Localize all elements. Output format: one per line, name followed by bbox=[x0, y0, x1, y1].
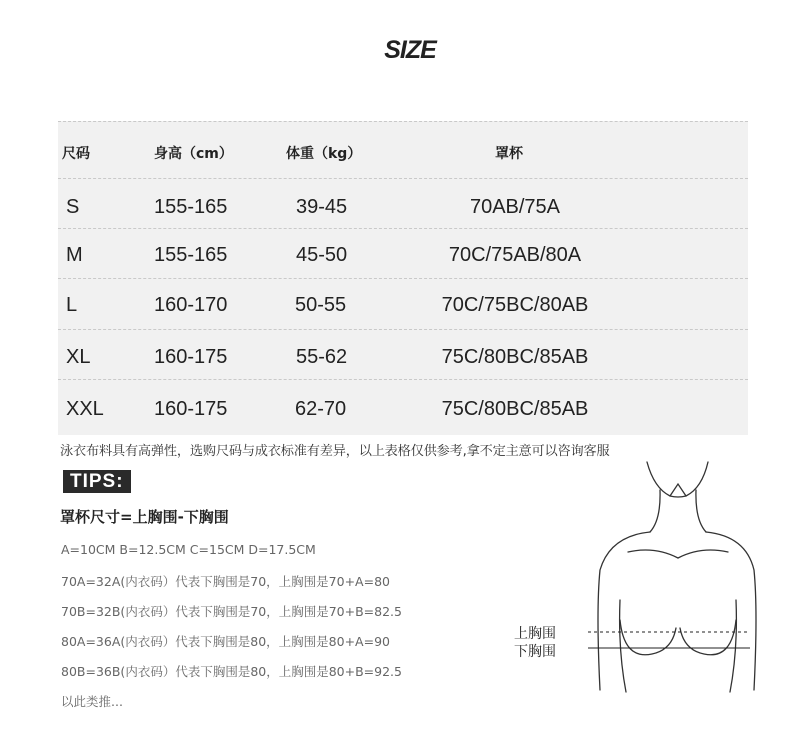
cell-height: 160-170 bbox=[154, 294, 228, 316]
fabric-note: 泳衣布料具有高弹性，选购尺码与成衣标准有差异，以上表格仅供参考,拿不定主意可以咨询客服 bbox=[60, 444, 610, 459]
torso-outline-drawing bbox=[500, 460, 760, 710]
cell-height: 155-165 bbox=[154, 244, 228, 266]
cell-weight: 39-45 bbox=[296, 196, 348, 218]
cell-weight: 50-55 bbox=[295, 294, 347, 316]
cup-formula: 罩杯尺寸=上胸围-下胸围 bbox=[60, 508, 229, 526]
header-height: 身高（cm） bbox=[154, 146, 233, 162]
example-line: 70B=32B(内衣码）代表下胸围是70，上胸围是70+B=82.5 bbox=[61, 604, 402, 619]
cup-increment-line: A=10CM B=12.5CM C=15CM D=17.5CM bbox=[61, 542, 316, 557]
bust-measurement-figure bbox=[500, 460, 760, 710]
cell-height: 160-175 bbox=[154, 346, 228, 368]
cell-cup: 70AB/75A bbox=[469, 196, 561, 218]
size-table bbox=[58, 121, 748, 435]
header-size: 尺码 bbox=[62, 146, 90, 162]
cell-size: XL bbox=[66, 346, 91, 368]
cell-size: S bbox=[66, 196, 80, 218]
under-bust-label: 下胸围 bbox=[514, 644, 556, 660]
tips-badge: TIPS: bbox=[63, 470, 131, 493]
cell-cup: 75C/80BC/85AB bbox=[441, 346, 589, 368]
table-row bbox=[58, 178, 748, 228]
cell-weight: 62-70 bbox=[295, 398, 347, 420]
table-header-row bbox=[58, 121, 748, 178]
cell-height: 155-165 bbox=[154, 196, 228, 218]
cell-size: XXL bbox=[66, 398, 104, 420]
cell-weight: 45-50 bbox=[296, 244, 348, 266]
cell-cup: 75C/80BC/85AB bbox=[441, 398, 589, 420]
example-line: 70A=32A(内衣码）代表下胸围是70，上胸围是70+A=80 bbox=[61, 574, 390, 589]
table-row bbox=[58, 329, 748, 379]
cell-weight: 55-62 bbox=[296, 346, 348, 368]
header-weight: 体重（kg） bbox=[286, 146, 362, 162]
cell-cup: 70C/75BC/80AB bbox=[441, 294, 589, 316]
cell-size: M bbox=[66, 244, 83, 266]
etc-line: 以此类推... bbox=[61, 694, 123, 709]
page-title: SIZE bbox=[384, 36, 436, 64]
header-cup: 罩杯 bbox=[495, 146, 523, 162]
upper-bust-label: 上胸围 bbox=[514, 626, 556, 642]
cell-height: 160-175 bbox=[154, 398, 228, 420]
cell-cup: 70C/75AB/80A bbox=[448, 244, 582, 266]
example-line: 80A=36A(内衣码）代表下胸围是80，上胸围是80+A=90 bbox=[61, 634, 390, 649]
cell-size: L bbox=[66, 294, 78, 316]
table-row bbox=[58, 379, 748, 435]
table-row bbox=[58, 228, 748, 278]
table-row bbox=[58, 278, 748, 329]
example-line: 80B=36B(内衣码）代表下胸围是80，上胸围是80+B=92.5 bbox=[61, 664, 402, 679]
